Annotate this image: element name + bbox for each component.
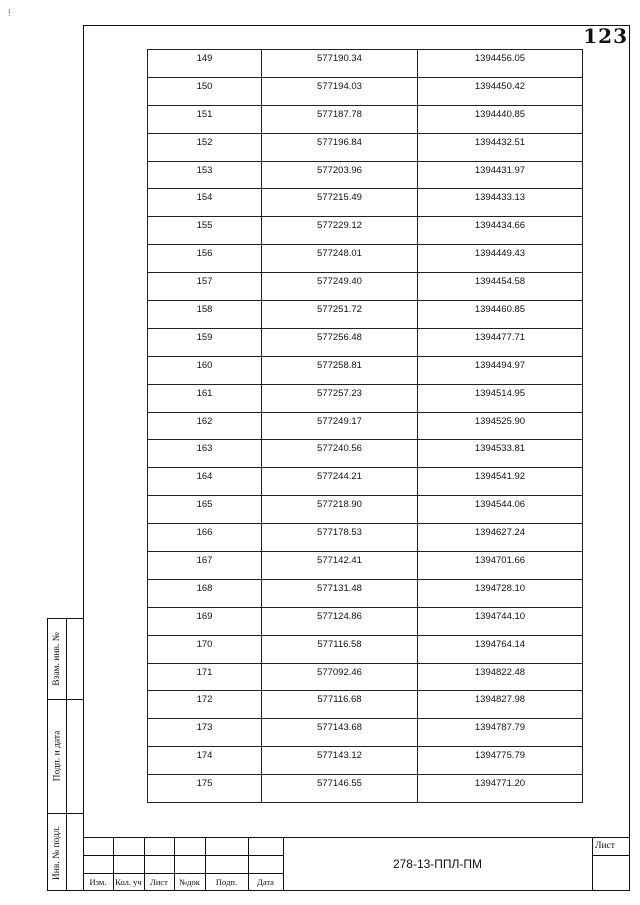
y-coordinate-cell: 1394744.10 [418,607,583,635]
x-coordinate-cell: 577256.48 [262,328,418,356]
y-coordinate-cell: 1394450.42 [418,77,583,105]
x-coordinate-cell: 577240.56 [262,440,418,468]
point-number-cell: 165 [148,496,262,524]
table-row [148,775,583,803]
table-row [148,328,583,356]
point-number-cell: 152 [148,133,262,161]
sheet-number: 123 [583,24,628,48]
point-number-cell: 154 [148,189,262,217]
point-number-cell: 166 [148,524,262,552]
table-row [148,301,583,329]
x-coordinate-cell: 577124.86 [262,607,418,635]
x-coordinate-cell: 577196.84 [262,133,418,161]
point-number-cell: 161 [148,384,262,412]
table-row [148,384,583,412]
point-number-cell: 149 [148,50,262,78]
x-coordinate-cell: 577187.78 [262,105,418,133]
x-coordinate-cell: 577092.46 [262,663,418,691]
table-row [148,663,583,691]
point-number-cell: 155 [148,217,262,245]
table-row [148,496,583,524]
table-row [148,635,583,663]
table-row [148,356,583,384]
x-coordinate-cell: 577143.68 [262,719,418,747]
y-coordinate-cell: 1394827.98 [418,691,583,719]
document-code: 278-13-ППЛ-ПМ [392,857,483,871]
table-row [148,579,583,607]
table-row [148,552,583,580]
podp-data-label: Подп. и дата [52,730,63,782]
x-coordinate-cell: 577116.58 [262,635,418,663]
y-coordinate-cell: 1394434.66 [418,217,583,245]
x-coordinate-cell: 577146.55 [262,775,418,803]
x-coordinate-cell: 577229.12 [262,217,418,245]
table-row [148,245,583,273]
point-number-cell: 175 [148,775,262,803]
x-coordinate-cell: 577218.90 [262,496,418,524]
x-coordinate-cell: 577116.68 [262,691,418,719]
table-row [148,440,583,468]
x-coordinate-cell: 577190.34 [262,50,418,78]
y-coordinate-cell: 1394541.92 [418,468,583,496]
y-coordinate-cell: 1394822.48 [418,663,583,691]
table-row [148,719,583,747]
y-coordinate-cell: 1394764.14 [418,635,583,663]
y-coordinate-cell: 1394440.85 [418,105,583,133]
point-number-cell: 174 [148,747,262,775]
coordinates-table-body [148,50,583,803]
x-coordinate-cell: 577143.12 [262,747,418,775]
x-coordinate-cell: 577142.41 [262,552,418,580]
title-block-col-line [592,837,593,891]
x-coordinate-cell: 577178.53 [262,524,418,552]
point-number-cell: 151 [148,105,262,133]
y-coordinate-cell: 1394431.97 [418,161,583,189]
table-row [148,217,583,245]
table-row [148,50,583,78]
table-row [148,189,583,217]
table-row [148,77,583,105]
inv-podl-label: Инв. № подл. [52,825,63,880]
x-coordinate-cell: 577257.23 [262,384,418,412]
point-number-cell: 173 [148,719,262,747]
point-number-cell: 156 [148,245,262,273]
y-coordinate-cell: 1394460.85 [418,301,583,329]
x-coordinate-cell: 577194.03 [262,77,418,105]
table-row [148,161,583,189]
x-coordinate-cell: 577248.01 [262,245,418,273]
y-coordinate-cell: 1394454.58 [418,273,583,301]
point-number-cell: 169 [148,607,262,635]
point-number-cell: 171 [148,663,262,691]
y-coordinate-cell: 1394627.24 [418,524,583,552]
point-number-cell: 168 [148,579,262,607]
sheet-label: Лист [595,841,615,851]
table-row [148,105,583,133]
y-coordinate-cell: 1394787.79 [418,719,583,747]
y-coordinate-cell: 1394525.90 [418,412,583,440]
title-block [83,837,630,891]
side-stamp [47,618,83,891]
y-coordinate-cell: 1394494.97 [418,356,583,384]
x-coordinate-cell: 577215.49 [262,189,418,217]
y-coordinate-cell: 1394775.79 [418,747,583,775]
y-coordinate-cell: 1394544.06 [418,496,583,524]
y-coordinate-cell: 1394449.43 [418,245,583,273]
title-block-top-line [83,837,630,838]
point-number-cell: 162 [148,412,262,440]
point-number-cell: 160 [148,356,262,384]
y-coordinate-cell: 1394728.10 [418,579,583,607]
list-label: Лист [150,877,168,887]
kol-uch-label: Кол. уч [115,877,142,887]
table-row [148,691,583,719]
y-coordinate-cell: 1394514.95 [418,384,583,412]
x-coordinate-cell: 577258.81 [262,356,418,384]
x-coordinate-cell: 577203.96 [262,161,418,189]
y-coordinate-cell: 1394432.51 [418,133,583,161]
point-number-cell: 170 [148,635,262,663]
point-number-cell: 158 [148,301,262,329]
stray-mark: ! [8,8,11,18]
coordinates-table [147,49,583,803]
ndok-label: №док [179,877,200,887]
table-row [148,273,583,301]
y-coordinate-cell: 1394477.71 [418,328,583,356]
x-coordinate-cell: 577131.48 [262,579,418,607]
x-coordinate-cell: 577251.72 [262,301,418,329]
table-row [148,133,583,161]
point-number-cell: 153 [148,161,262,189]
table-row [148,524,583,552]
podp-label: Подп. [215,877,238,887]
point-number-cell: 150 [148,77,262,105]
x-coordinate-cell: 577249.40 [262,273,418,301]
vzam-inv-label: Взам. инв. № [52,632,63,686]
y-coordinate-cell: 1394433.13 [418,189,583,217]
y-coordinate-cell: 1394701.66 [418,552,583,580]
table-row [148,607,583,635]
y-coordinate-cell: 1394771.20 [418,775,583,803]
table-row [148,468,583,496]
point-number-cell: 167 [148,552,262,580]
side-stamp-divider [66,619,67,890]
data-label: Дата [257,877,274,887]
y-coordinate-cell: 1394456.05 [418,50,583,78]
sheet-cell-line [592,855,630,856]
point-number-cell: 164 [148,468,262,496]
point-number-cell: 157 [148,273,262,301]
point-number-cell: 159 [148,328,262,356]
izm-label: Изм. [89,877,107,887]
table-row [148,747,583,775]
point-number-cell: 172 [148,691,262,719]
y-coordinate-cell: 1394533.81 [418,440,583,468]
point-number-cell: 163 [148,440,262,468]
x-coordinate-cell: 577244.21 [262,468,418,496]
x-coordinate-cell: 577249.17 [262,412,418,440]
table-row [148,412,583,440]
